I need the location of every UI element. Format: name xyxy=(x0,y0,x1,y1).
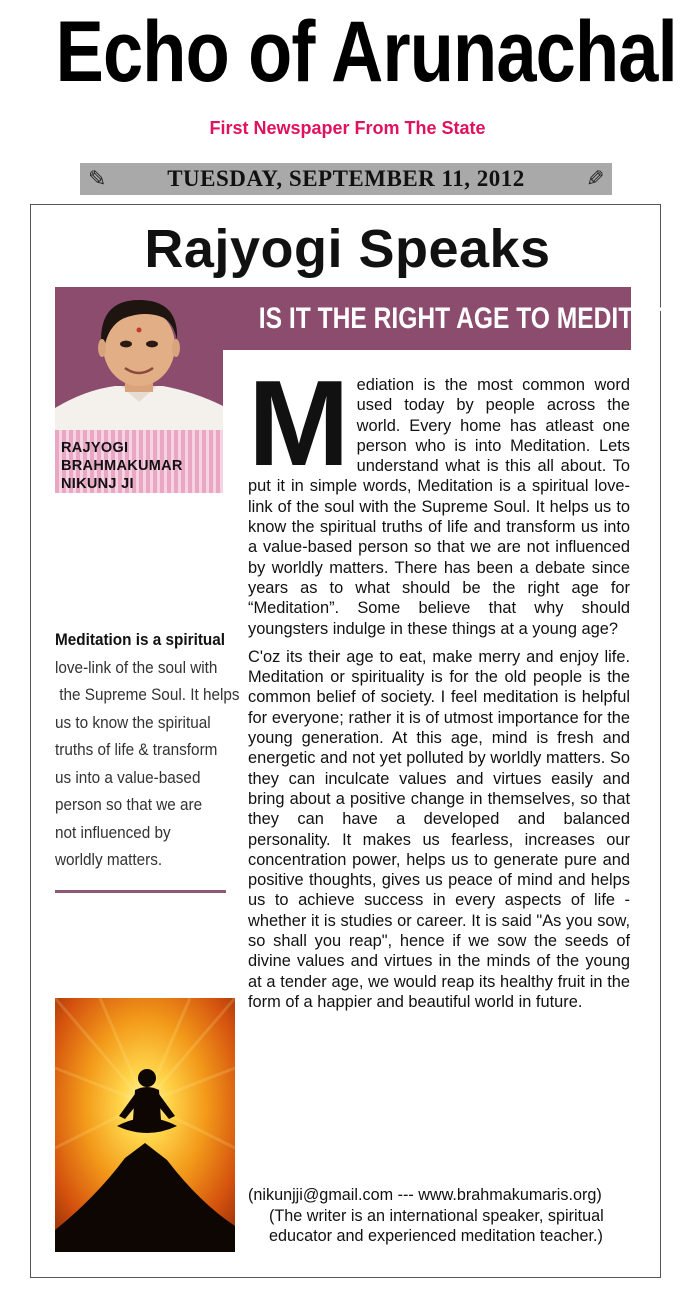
dateline-bar xyxy=(80,163,612,195)
bio-line: educator and experienced meditation teacher.) xyxy=(269,1227,603,1245)
article-paragraph: C'oz its their age to eat, make merry and enjoy life. Meditation or spirituality is for the old people is the common belief of society. I feel meditation is helpful for everyone; rather it is of utmost importance for the young generation. At this age, mind is fresh and energetic and not yet polluted by worldly matters. So they can inculcate values and virtues easily and bring about a positive change in themselves, so that they can have a developed and balanced personality. It makes us fearless, increases our concentration power, helps us to generate pure and positive thoughts, gives us peace of mind and helps us to achieve success in every aspects of life - whether it is studies or career. It is said "As you sow, so shall you reap", hence if we sow the seeds of divine values and virtues in the minds of the young at a tender age, we would reap its healthy fruit in the form of a happier and beautiful world in future. xyxy=(248,647,630,1011)
pull-quote-line: person so that we are xyxy=(55,795,203,814)
author-credits xyxy=(248,1185,638,1247)
byline-line: NIKUNJ JI xyxy=(61,476,134,492)
bio-line: (The writer is an international speaker, spiritual xyxy=(269,1206,604,1225)
pull-quote xyxy=(55,626,240,874)
issue-date: TUESDAY, SEPTEMBER 11, 2012 xyxy=(167,166,525,191)
column-title: Rajyogi Speaks xyxy=(144,219,551,279)
masthead xyxy=(0,0,695,112)
pull-quote-line: us into a value-based xyxy=(55,767,201,787)
quill-icon: ✎ xyxy=(88,166,107,192)
pull-quote-line: the Supreme Soul. It helps xyxy=(55,685,240,704)
pull-quote-line: worldly matters. xyxy=(55,850,163,869)
article-headline: IS IT THE RIGHT AGE TO MEDITATE? xyxy=(258,302,694,335)
byline-line: BRAHMAKUMAR xyxy=(61,458,183,474)
pull-quote-rule xyxy=(55,890,226,893)
pull-quote-line: us to know the spiritual xyxy=(55,712,211,732)
author-byline xyxy=(61,439,221,493)
pull-quote-line: not influenced by xyxy=(55,822,171,842)
pull-quote-line: truths of life & transform xyxy=(55,740,218,759)
drop-cap: M xyxy=(248,355,347,491)
meditation-silhouette-image xyxy=(55,998,235,1252)
author-photo xyxy=(55,290,223,430)
article-body xyxy=(248,355,630,1020)
newspaper-tagline: First Newspaper From The State xyxy=(209,118,486,138)
pull-quote-line: love-link of the soul with xyxy=(55,657,218,677)
contact-line: (nikunjji@gmail.com --- www.brahmakumaris.org) xyxy=(248,1186,602,1204)
article-paragraph: ediation is the most common word used today by people across the world. Every home has atleast one person who is into Meditation. Lets understand what is this all about. To put it in simple words, Meditation is a spiritual love-link of the soul with the Supreme Soul. It helps us to know the spiritual truths of life and transform us into a value-based person so that we are not influenced by worldly matters. There has been a debate since years as to what should be the right age for “Meditation”. Some believe that why should youngsters indulge in these things at a young age? xyxy=(248,376,630,638)
newspaper-title: Echo of Arunachal xyxy=(55,4,677,100)
pull-quote-lead: Meditation is a spiritual xyxy=(55,630,226,649)
quill-icon: ✎ xyxy=(585,166,604,192)
byline-line: RAJYOGI xyxy=(61,440,129,456)
